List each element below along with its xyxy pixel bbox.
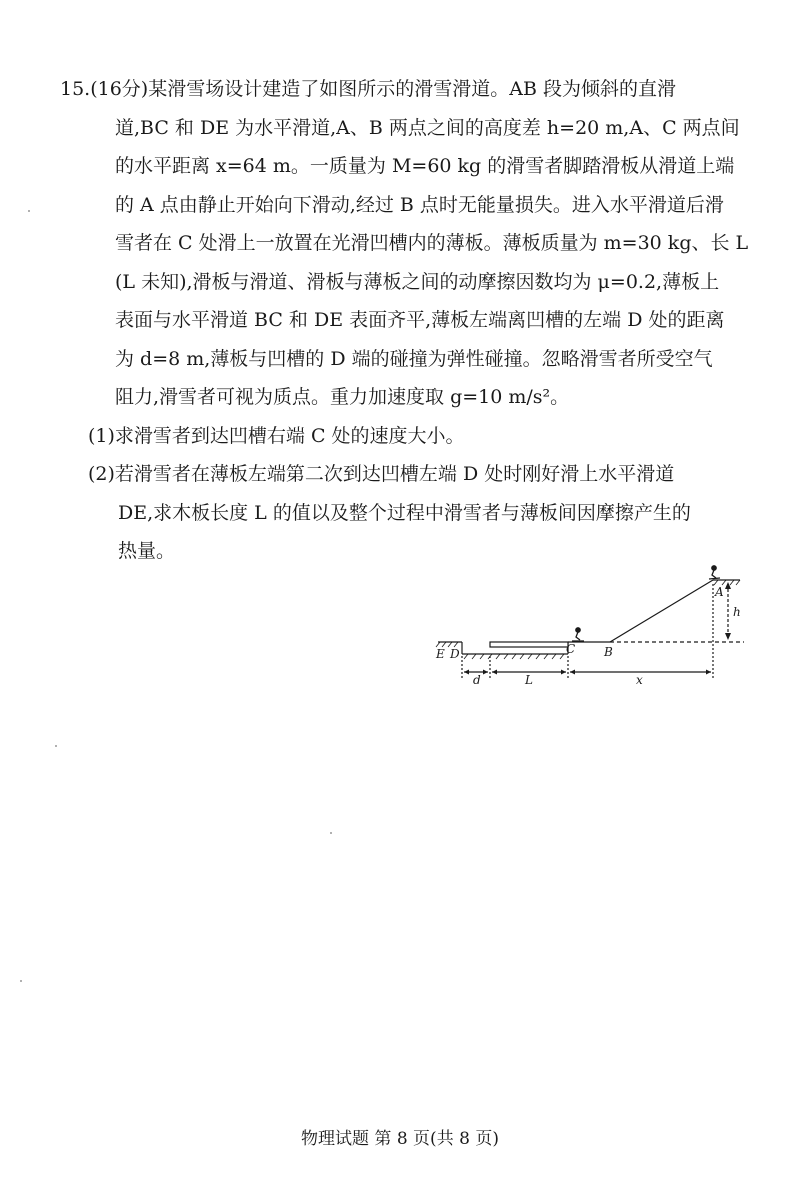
problem-line-9: 阻力,滑雪者可视为质点。重力加速度取 g=10 m/s²。	[115, 386, 570, 408]
label-x-dim: x	[636, 673, 643, 687]
skier-icon-top	[709, 566, 720, 579]
page-footer: 物理试题 第 8 页(共 8 页)	[301, 1129, 499, 1149]
label-d: D	[450, 647, 460, 661]
scan-speck	[55, 745, 57, 747]
problem-line-7: 表面与水平滑道 BC 和 DE 表面齐平,薄板左端离凹槽的左端 D 处的距离	[115, 309, 725, 331]
question-2-line-2: DE,求木板长度 L 的值以及整个过程中滑雪者与薄板间因摩擦产生的	[118, 501, 691, 524]
question-2-line-3: 热量。	[118, 540, 176, 562]
label-l-dim: L	[525, 673, 533, 687]
label-e: E	[436, 647, 445, 661]
scan-speck	[20, 980, 22, 982]
scan-speck	[28, 210, 30, 212]
problem-line-4: 的 A 点由静止开始向下滑动,经过 B 点时无能量损失。进入水平滑道后滑	[115, 193, 724, 216]
problem-line-2: 道,BC 和 DE 为水平滑道,A、B 两点之间的高度差 h=20 m,A、C 两点间	[115, 116, 740, 139]
scan-speck	[330, 832, 332, 834]
label-c: C	[566, 642, 576, 656]
arrowheads	[464, 582, 731, 675]
slope-ab	[610, 580, 713, 642]
problem-line-5: 雪者在 C 处滑上一放置在光滑凹槽内的薄板。薄板质量为 m=30 kg、长 L	[115, 232, 749, 254]
label-b: B	[604, 645, 613, 659]
label-a: A	[715, 585, 724, 599]
problem-line-3: 的水平距离 x=64 m。一质量为 M=60 kg 的滑雪者脚踏滑板从滑道上端	[115, 155, 735, 177]
problem-line-8: 为 d=8 m,薄板与凹槽的 D 端的碰撞为弹性碰撞。忽略滑雪者所受空气	[115, 347, 713, 370]
skier-icon-c	[572, 628, 584, 641]
label-d-dim: d	[473, 673, 481, 687]
label-h: h	[733, 605, 741, 619]
problem-15	[60, 70, 750, 571]
problem-line-1: 15.(16分)某滑雪场设计建造了如图所示的滑雪滑道。AB 段为倾斜的直滑	[60, 78, 676, 100]
question-2-line-1: (2)若滑雪者在薄板左端第二次到达凹槽左端 D 处时刚好滑上水平滑道	[88, 463, 675, 485]
thin-board	[490, 642, 568, 647]
question-1: (1)求滑雪者到达凹槽右端 C 处的速度大小。	[88, 424, 465, 447]
ski-track-diagram	[428, 560, 748, 690]
problem-line-6: (L 未知),滑板与滑道、滑板与薄板之间的动摩擦因数均为 μ=0.2,薄板上	[115, 270, 720, 293]
